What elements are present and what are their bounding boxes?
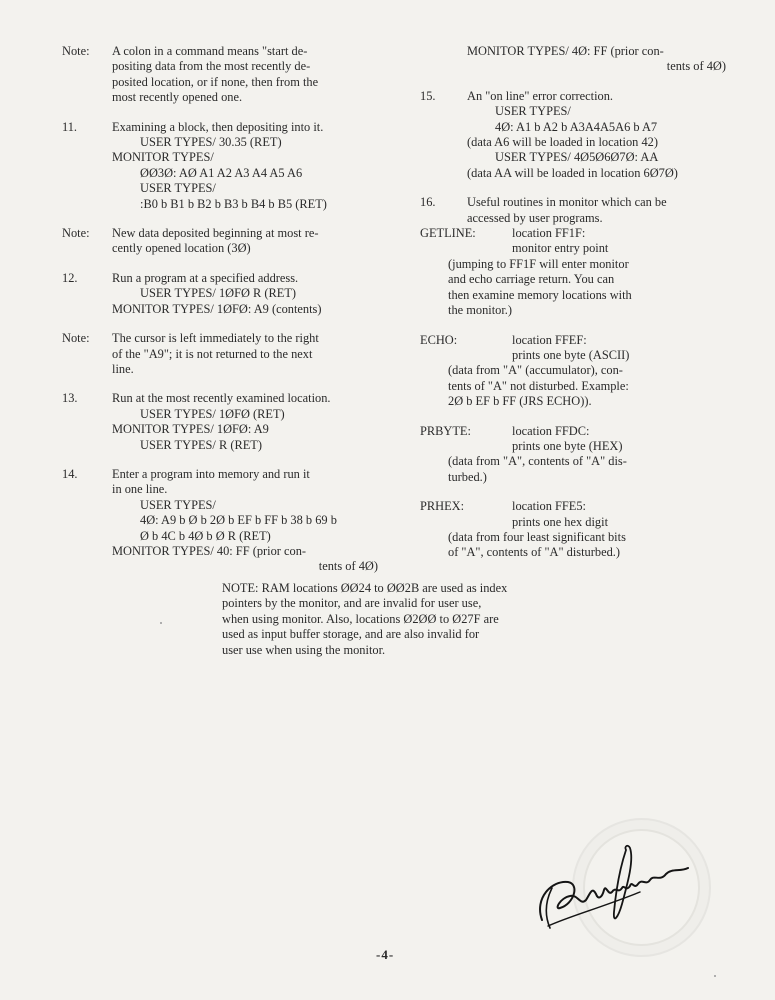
- note-line: when using monitor. Also, locations Ø2ØØ to Ø27F are: [222, 611, 499, 626]
- routine-line: monitor entry point: [512, 241, 609, 256]
- routine-location: location FF1F:: [512, 226, 586, 241]
- entry-body: [112, 391, 392, 453]
- entry-line: USER TYPES/ 1ØFØ R (RET): [140, 286, 297, 301]
- entry-line: most recently opened one.: [112, 90, 243, 105]
- entry-line: USER TYPES/: [495, 104, 571, 119]
- entry-line: :B0 b B1 b B2 b B3 b B4 b B5 (RET): [140, 196, 327, 211]
- instruction-entry: [62, 226, 392, 257]
- entry-body: [112, 271, 392, 317]
- entry-marker: 11.: [62, 119, 78, 134]
- instruction-entry: [420, 44, 740, 75]
- routine-line: turbed.): [448, 469, 487, 484]
- routine-line: (data from "A", contents of "A" dis-: [448, 454, 627, 469]
- entry-line: posited location, or if none, then from the: [112, 74, 319, 89]
- entry-line: MONITOR TYPES/: [112, 150, 214, 165]
- entry-body: [467, 44, 740, 75]
- entry-line: accessed by user programs.: [467, 210, 603, 225]
- entry-line: Run at the most recently examined location.: [112, 391, 331, 406]
- entry-line: A colon in a command means "start de-: [112, 44, 308, 58]
- routine-header: [420, 226, 740, 241]
- routine-entry: [420, 333, 740, 410]
- entry-line: USER TYPES/: [140, 497, 216, 512]
- entry-line: 4Ø: A9 b Ø b 2Ø b EF b FF b 38 b 69 b: [140, 513, 337, 528]
- entry-body: [467, 89, 740, 181]
- entry-line: Ø b 4C b 4Ø b Ø R (RET): [140, 528, 271, 543]
- instruction-entry: [62, 271, 392, 317]
- routine-entry: [420, 499, 740, 561]
- routine-line: prints one hex digit: [512, 514, 609, 529]
- instruction-entry: [62, 331, 392, 377]
- note-line: pointers by the monitor, and are invalid for user use,: [222, 596, 482, 611]
- routine-line: (data from "A" (accumulator), con-: [448, 363, 623, 378]
- entry-line: USER TYPES/: [140, 181, 216, 196]
- routine-location: location FFE5:: [512, 499, 586, 514]
- entry-line: MONITOR TYPES/ 40: FF (prior con-: [112, 543, 307, 558]
- routine-line: of "A", contents of "A" disturbed.): [448, 545, 620, 560]
- entry-line: ØØ3Ø: AØ A1 A2 A3 A4 A5 A6: [140, 165, 303, 180]
- instruction-entry: [62, 120, 392, 212]
- entry-line: line.: [112, 361, 134, 376]
- entry-line: Run a program at a specified address.: [112, 270, 299, 285]
- entry-line: Useful routines in monitor which can be: [467, 195, 667, 210]
- routine-line: 2Ø b EF b FF (JRS ECHO)).: [448, 394, 592, 409]
- entry-marker: 16.: [420, 195, 436, 210]
- routine-line: prints one byte (HEX): [512, 438, 623, 453]
- instruction-entry: [420, 195, 740, 561]
- routine-name: GETLINE:: [420, 226, 476, 241]
- instruction-entry: [62, 44, 392, 106]
- entry-marker: 12.: [62, 270, 78, 285]
- entry-line: The cursor is left immediately to the right: [112, 331, 319, 346]
- entry-line: cently opened location (3Ø): [112, 241, 251, 256]
- page-number: -4-: [376, 947, 395, 962]
- routine-location: location FFEF:: [512, 332, 587, 347]
- routine-entry: [420, 424, 740, 486]
- routine-name: ECHO:: [420, 332, 458, 347]
- routines-list: [420, 226, 740, 561]
- routine-line: tents of "A" not disturbed. Example:: [448, 378, 629, 393]
- routine-line: then examine memory locations with: [448, 287, 632, 302]
- routine-line: (data from four least significant bits: [448, 529, 626, 544]
- entry-line: New data deposited beginning at most re-: [112, 226, 319, 241]
- entry-line: tents of 4Ø): [666, 59, 726, 74]
- routine-header: [420, 424, 740, 439]
- entry-marker: 13.: [62, 391, 78, 406]
- routine-line: (jumping to FF1F will enter monitor: [448, 256, 629, 271]
- entry-marker: Note:: [62, 331, 90, 346]
- entry-line: MONITOR TYPES/ 1ØFØ: A9 (contents): [112, 301, 322, 316]
- routine-name: PRBYTE:: [420, 423, 471, 438]
- entry-body: [112, 120, 392, 212]
- entry-marker: Note:: [62, 44, 90, 58]
- entry-marker: 14.: [62, 466, 78, 481]
- entry-line: USER TYPES/ 30.35 (RET): [140, 135, 282, 150]
- note-line: used as input buffer storage, and are also invalid for: [222, 627, 480, 642]
- entry-line: positing data from the most recently de-: [112, 59, 311, 74]
- instruction-entry: [62, 467, 392, 575]
- entry-line: 4Ø: A1 b A2 b A3A4A5A6 b A7: [495, 119, 658, 134]
- entry-marker: Note:: [62, 226, 90, 241]
- routine-name: PRHEX:: [420, 499, 465, 514]
- instruction-entry: [420, 89, 740, 181]
- entry-line: (data AA will be loaded in location 6Ø7Ø): [467, 165, 678, 180]
- instruction-entry: [62, 391, 392, 453]
- routine-line: prints one byte (ASCII): [512, 347, 630, 362]
- routine-entry: [420, 226, 740, 318]
- bottom-note: [222, 581, 582, 658]
- entry-line: MONITOR TYPES/ 1ØFØ: A9: [112, 422, 269, 437]
- entry-line: USER TYPES/ 1ØFØ (RET): [140, 406, 285, 421]
- entry-body: [112, 226, 392, 257]
- entry-body: [112, 44, 392, 106]
- note-line: NOTE: RAM locations ØØ24 to ØØ2B are used as index: [222, 581, 508, 595]
- entry-line: of the "A9"; it is not returned to the next: [112, 346, 313, 361]
- entry-line: USER TYPES/ 4Ø5Ø6Ø7Ø: AA: [495, 150, 659, 165]
- entry-line: Examining a block, then depositing into it.: [112, 119, 324, 134]
- entry-body: [112, 331, 392, 377]
- entry-line: in one line.: [112, 482, 168, 497]
- routine-header: [420, 333, 740, 348]
- routine-header: [420, 499, 740, 514]
- paper-speck: [160, 622, 162, 624]
- entry-line: (data A6 will be loaded in location 42): [467, 135, 658, 150]
- entry-line: tents of 4Ø): [318, 559, 378, 574]
- entry-line: MONITOR TYPES/ 4Ø: FF (prior con-: [467, 44, 664, 58]
- routine-line: the monitor.): [448, 303, 513, 318]
- paper-speck: [714, 975, 716, 977]
- entry-line: An "on line" error correction.: [467, 88, 614, 103]
- right-column: [420, 44, 740, 575]
- routine-line: and echo carriage return. You can: [448, 272, 615, 287]
- left-column: [62, 44, 392, 589]
- entry-marker: 15.: [420, 88, 436, 103]
- entry-body: [112, 467, 392, 575]
- note-line: user use when using the monitor.: [222, 642, 386, 657]
- handwritten-signature: [530, 838, 700, 938]
- entry-line: Enter a program into memory and run it: [112, 466, 310, 481]
- routine-location: location FFDC:: [512, 423, 590, 438]
- entry-line: USER TYPES/ R (RET): [140, 437, 262, 452]
